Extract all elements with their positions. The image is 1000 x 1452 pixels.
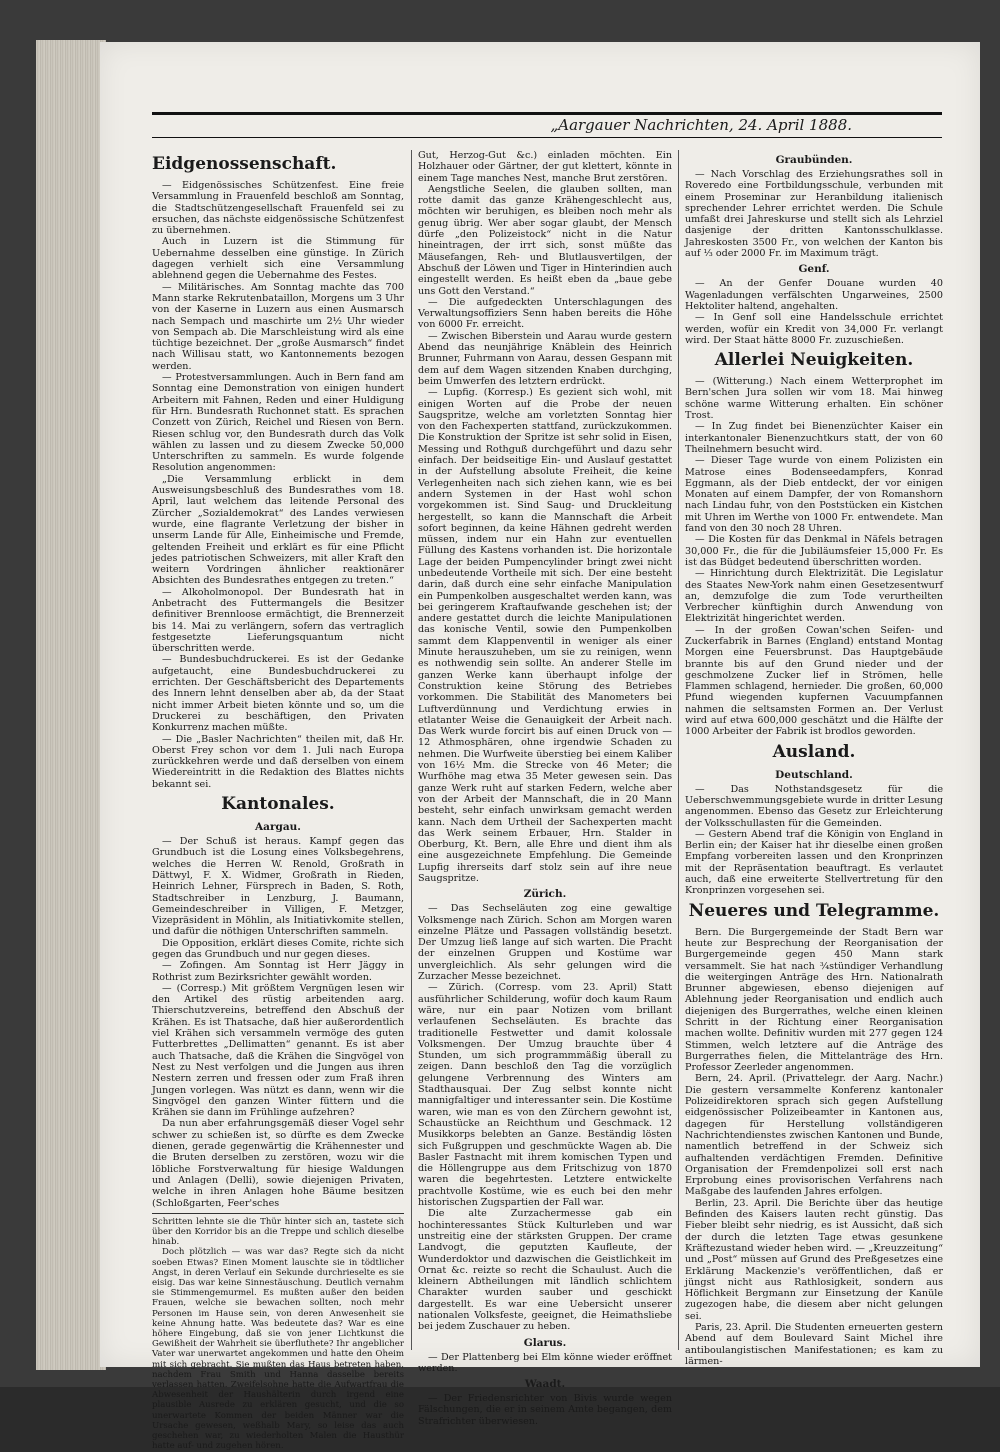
subheading-glarus: Glarus.: [523, 1336, 567, 1349]
article-paragraph: Bern. Die Burgergemeinde der Stadt Bern war heute zur Besprechung der Reorganisation der Burgergemeinde gegen 450 Mann stark versammelt. Sie hat nach ¾stündiger Verhandlung die weitergingen Anträge des Hrn. Nationalrath Brunner abgewiesen, ebenso diejenigen auf Ablehnung jeder Reorganisation und endlich auch diejenigen des Burgerrathes, welche einen kleinen Schritt in der Richtung einer Reorganisation machen wollte. Definitiv wurden mit 277 gegen 124 Stimmen, welch letztere auf die Anträge des Burgerrathes fielen, die Mittelanträge des Hrn. Professor Zeerleder angenommen.: [685, 926, 943, 1074]
article-paragraph: Paris, 23. April. Die Studenten erneuerten gestern Abend auf dem Boulevard Saint Michel ihre antiboulangistischen Manifestationen; es kam zu lärmen-: [685, 1322, 943, 1367]
column-2: [418, 150, 672, 1427]
article-paragraph: — Hinrichtung durch Elektrizität. Die Legislatur des Staates New-York nahm einen Gesetzesentwurf an, demzufolge die zum Tode verurtheilten Verbrecher künftighin durch Anwendung von Elektrizität hingerichtet werden.: [685, 568, 943, 625]
article-paragraph: — Der Friedensrichter von Bivis wurde wegen Fälschungen, die er in seinem Amte begangen, dem Strafrichter überwiesen.: [418, 1393, 672, 1427]
article-paragraph: — Zwischen Biberstein und Aarau wurde gestern Abend das neunjährige Knäblein des Heinrich Brunner, Fuhrmann von Aarau, dessen Gespann mit dem auf dem Wagen sitzenden Knaben durchging, beim Umwerfen des letztern erdrückt.: [418, 330, 672, 387]
article-paragraph: Die Opposition, erklärt dieses Comite, richte sich gegen das Grundbuch und nur gegen dieses.: [152, 937, 404, 960]
subheading-zuerich: Zürich.: [523, 888, 567, 901]
article-paragraph: „Die Versammlung erblickt in dem Ausweisungsbeschluß des Bundesrathes vom 18. April, laut welchem das leitende Personal des Zürcher „Sozialdemokrat“ des Landes verwiesen wurde, eine flagrante Verletzung der bisher in unserm Lande für Alle, Einheimische und Fremde, geltenden Freiheit und erklärt es für eine Pflicht jedes patriotischen Schweizers, mit aller Kraft den weitern Vordringen ähnlicher reaktionärer Absichten des Bundesrathes entgegen zu treten.“: [152, 473, 404, 587]
article-paragraph: Gut, Herzog-Gut &c.) einladen möchten. Ein Holzhauer oder Gärtner, der gut klettert, könnte in einem Tage manches Nest, manche Brut zerstören.: [418, 150, 672, 184]
subheading-graubuenden: Graubünden.: [775, 154, 853, 166]
article-paragraph: Berlin, 23. April. Die Berichte über das heutige Befinden des Kaisers lauten recht günstig. Das Fieber bleibt sehr niedrig, es ist Aussicht, daß sich der durch die letzten Tage etwas gesunkene Kräftezustand wieder heben wird. — „Kreuzzeitung“ und „Post“ müssen auf Grund des Preßgesetzes eine Erklärung Mackenzie's veröffentlichen, daß er jüngst nicht aus Rathlosigkeit, sondern aus Höflichkeit Bergmann zur Einsetzung der Kanüle zugezogen habe, die diesem aber nicht gelungen sei.: [685, 1197, 943, 1322]
article-paragraph: — Alkoholmonopol. Der Bundesrath hat in Anbetracht des Futtermangels die Besitzer definitiver Brennloose ermächtigt, die Brennerzeit bis 14. Mai zu verlängern, sofern das vertraglich festgesetzte Lieferungsquantum nicht überschritten werde.: [152, 586, 404, 655]
column-1: [152, 150, 404, 1452]
article-paragraph: — Nach Vorschlag des Erziehungsrathes soll in Roveredo eine Fortbildungsschule, verbunden mit einem Proseminar zur Heranbildung italienisch sprechender Lehrer errichtet werden. Die Schule umfaßt drei Jahreskurse und stellt sich als Lehrziel dasjenige der dritten Kantonsschulklasse. Jahreskosten 3500 Fr., von welchen der Kanton bis auf ⅓ oder 2000 Fr. im Maximum trägt.: [685, 169, 943, 260]
article-paragraph: Bern, 24. April. (Privattelegr. der Aarg. Nachr.) Die gestern versammelte Konferenz kantonaler Polizeidirektoren sprach sich gegen Aufstellung eidgenössischer Polizeibeamter in Kantonen aus, dagegen für Herstellung vollständigeren Nachrichtendienstes zwischen Kantonen und Bunde, namentlich betreffend in der Schweiz sich aufhaltenden verdächtigen Fremden. Definitive Organisation der Fremdenpolizei soll erst nach Erprobung eines provisorischen Verfahrens nach Maßgabe des laufenden Jahres erfolgen.: [685, 1073, 943, 1198]
article-paragraph: — Militärisches. Am Sonntag machte das 700 Mann starke Rekrutenbataillon, Morgens um 3 Uhr von der Kaserne in Luzern aus einen Ausmarsch nach Sempach und maschirte um 2½ Uhr wieder von Sempach ab. Die Marschleistung wird als eine tüchtige bezeichnet. Der „große Ausmarsch“ findet nach Willisau statt, wo Kantonnements bezogen werden.: [152, 281, 404, 372]
article-paragraph: — Eidgenössisches Schützenfest. Eine freie Versammlung in Frauenfeld beschloß am Sonntag, die Stadtschützengesellschaft Frauenfeld sei zu ersuchen, das nächste eidgenössische Schützenfest zu übernehmen.: [152, 180, 404, 237]
article-paragraph: — Die aufgedeckten Unterschlagungen des Verwaltungsoffiziers Senn haben bereits die Höhe von 6000 Fr. erreicht.: [418, 296, 672, 331]
column-3: [685, 150, 943, 1367]
article-paragraph: Auch in Luzern ist die Stimmung für Uebernahme desselben eine günstige. In Zürich dagegen verhielt sich eine Versammlung ablehnend gegen die Uebernahme des Festes.: [152, 236, 404, 282]
subheading-deutschland: Deutschland.: [775, 768, 853, 781]
article-paragraph: — (Corresp.) Mit größtem Vergnügen lesen wir den Artikel des rüstig arbeitenden aarg. Thierschutzvereins, betreffend den Abschuß der Krähen. Es ist Thatsache, daß hier außerordentlich viel Krähen sich versammeln vermöge des guten Futterbrettes „Dellimatten“ genannt. Es ist aber auch Thatsache, daß die Krähen die Singvögel von Nest zu Nest verfolgen und die Jungen aus ihren Nestern zerren und fressen oder zum Fraß ihren Jungen vorlegen. Was nützt es dann, wenn wir die Singvögel den ganzen Winter füttern und die Krähen sie dann im Frühlinge aufzehren?: [152, 982, 404, 1119]
article-paragraph: — Zofingen. Am Sonntag ist Herr Jäggy in Rothrist zum Bezirksrichter gewählt worden.: [152, 960, 404, 983]
feuilleton-paragraph: Schritten lehnte sie die Thür hinter sich an, tastete sich über den Korridor bis an die Treppe und schlich dieselbe hinab.: [152, 1216, 404, 1248]
article-paragraph: — Der Plattenberg bei Elm könne wieder eröffnet werden.: [418, 1351, 672, 1374]
article-paragraph: — Der Schuß ist heraus. Kampf gegen das Grundbuch ist die Losung eines Volksbegehrens, welches die Herren W. Renold, Großrath in Dättwyl, F. X. Widmer, Großrath in Rieden, Heinrich Lehner, Fürsprech in Baden, S. Roth, Stadtschreiber in Lenzburg, J. Baumann, Gemeindeschreiber in Villigen, F. Metzger, Vizepräsident in Möhlin, als Initiativkomite stellen, und dafür die nöthigen Unterschriften sammeln.: [152, 836, 404, 938]
article-paragraph: Die alte Zurzachermesse gab ein hochinteressantes Stück Kulturleben und war unstreitig eine der stärksten Gruppen. Der crame Landvogt, die geputzten Kaufleute, der Wunderdoktor und dazwischen die Geistlichkeit im Ornat &c. reizte so recht die Schaulust. Auch die kleinern Abtheilungen mit ländlich schlichtem Charakter wurden sauber und geschickt dargestellt. Es war eine Uebersicht unserer nationalen Volksfeste, geeignet, die Heimathsliebe bei jedem Zuschauer zu heben.: [418, 1208, 672, 1333]
article-paragraph: — An der Genfer Douane wurden 40 Wagenladungen verfälschten Ungarweines, 2500 Hektoliter haltend, angehalten.: [685, 278, 943, 312]
section-heading-ausland: Ausland.: [772, 741, 856, 762]
feuilleton-paragraph: Doch plötzlich — was war das? Regte sich da nicht soeben Etwas? Einen Moment lauschte sie in tödtlicher Angst, in deren Verlauf ein Sekunde durchrieselte es sie eisig. Das war keine Sinnestäuschung. Deutlich vernahm sie Stimmengemurmel. Es mußten außer den beiden Frauen, welche sie bewachen sollten, noch mehr Personen im Hause sein, von deren Anwesenheit sie keine Ahnung hatte. Was bedeutete das? War es eine höhere Eingebung, daß sie von jener Lichtkunst die Gewißheit der Wahrheit sie überfluthete? Ihr angeblicher Vater war unerwartet angekommen und hatte den Oheim mit sich gebracht. Sie mußten das Haus betreten haben, nachdem Frau Smith und Hanna dasselbe bereits verlassen hatten. Zweifelsohne hatte die Aufwartfrau die Abwesenheit der Haushälterin durch irgend eine plausible Ausrede zu erklären gesucht, und die so unerwartete Kommen der beiden Männer war die Ursache gewesen, weßhalb Mary, so leise das auch geschehen war, zu wiederholten Malen die Hausthür hatte auf- und zugehen hören.: [152, 1247, 404, 1452]
section-heading-kantonales: Kantonales.: [221, 794, 335, 815]
article-paragraph: Da nun aber erfahrungsgemäß dieser Vogel sehr schwer zu schießen ist, so dürfte es dem Zwecke dienen, gerade gegenwärtig die Krähennester und die Bruten derselben zu zerstören, wozu wir die löbliche Forstverwaltung für hiesige Waldungen und Anlagen (Delli), sowie diejenigen Privaten, welche in ihren Anlagen hohe Bäume besitzen (Schloßgarten, Feer'sches: [152, 1118, 404, 1209]
article-paragraph: — Dieser Tage wurde von einem Polizisten ein Matrose eines Bodenseedampfers, Konrad Eggmann, als der Dieb entdeckt, der vor einigen Monaten auf einem Dampfer, der von Romanshorn nach Lindau fuhr, von den Poststücken ein Kistchen mit Uhren im Werthe von 1000 Fr. entwendete. Man fand von den 30 noch 28 Uhren.: [685, 455, 943, 535]
article-paragraph: — Lupfig. (Korresp.) Es gezient sich wohl, mit einigen Worten auf die Probe der neuen Saugspritze, welche am vorletzten Sonntag hier von den Fachexperten stattfand, zurückzukommen. Die Konstruktion der Spritze ist sehr solid in Eisen, Messing und Rothguß durchgeführt und dazu sehr einfach. Der beidseitige Ein- und Auslauf gestattet in der Aufstellung absolute Freiheit, die keine Verlegenheiten nach sich ziehen kann, wie es bei andern Systemen in der Hast wohl schon vorgekommen ist. Sind Saug- und Druckleitung hergestellt, so kann die Mannschaft die Arbeit sofort beginnen, da keine Hähnen gedreht werden müssen, indem nur ein Hahn zur eventuellen Füllung des Kastens vorhanden ist. Die horizontale Lage der beiden Pumpencylinder bringt zwei nicht unbedeutende Vortheile mit sich. Der eine besteht darin, daß durch eine sehr einfache Manipulation ein Pumpenkolben ausgeschaltet werden kann, was bei geringerem Kraftaufwande geschehen ist; der andere gestattet durch die leichte Manipulationen das konische Ventil, sowie den Pumpenkolben sammt dem Klappenventil in weniger als einer Minute herauszuheben, um sie zu reinigen, wenn es nothwendig sein sollte. An anderer Stelle im ganzen Werke kann überhaupt infolge der Construktion keine Störung des Betriebes vorkommen. Die Stabilität des Manometers bei Luftverdünnung und Verdichtung erwies in etlatanter Weise die Genauigkeit der Arbeit nach. Das Werk wurde forcirt bis auf einen Druck von — 12 Athmosphären, ohne irgendwie Schaden zu nehmen. Die Wurfweite überstieg bei einem Kaliber von 16½ Mm. die Strecke von 46 Meter; die Wurfhöhe mag etwa 35 Meter gewesen sein. Das ganze Werk ruht auf starken Federn, welche aber von der Arbeit der Mannschaft, die in 20 Mann besteht, sehr einfach unwirksam gemacht werden kann. Nach dem Urtheil der Sachexperten macht das Werk seinem Erbauer, Hrn. Stalder in Oberburg, Kt. Bern, alle Ehre und dient ihm als eine ausgezeichnete Empfehlung. Die Gemeinde Lupfig ihrerseits darf stolz sein auf ihre neue Saugspritze.: [418, 387, 672, 884]
article-paragraph: — Die Kosten für das Denkmal in Näfels betragen 30,000 Fr., die für die Jubiläumsfeier 15,000 Fr. Es ist das Büdget bedeutend überschritten worden.: [685, 534, 943, 568]
section-heading-allerlei: Allerlei Neuigkeiten.: [714, 350, 914, 371]
section-heading-eidgenossenschaft: Eidgenossenschaft.: [152, 154, 337, 174]
subheading-aargau: Aargau.: [255, 821, 301, 834]
subheading-waadt: Waadt.: [524, 1378, 566, 1391]
column-rule-2: [678, 150, 679, 1350]
article-paragraph: — Zürich. (Corresp. vom 23. April) Statt ausführlicher Schilderung, wofür doch kaum Raum wäre, nur ein paar Notizen vom brillant verlaufenen Sechseläuten. Es brachte das traditionelle Festwetter und damit kolossale Volksmengen. Der Umzug brauchte über 4 Stunden, um sich programmmäßig überall zu zeigen. Dann beschloß den Tag die vorzüglich gelungene Verbrennung des Winters am Stadthausquai. Der Zug selbst konnte nicht mannigfaltiger und interessanter sein. Die Kostüme waren, wie man es von den Zürchern gewohnt ist, Schaustücke an Reichthum und Geschmack. 12 Musikkorps belebten an Ganze. Beständig lösten sich Fußgruppen und geschmückte Wagen ab. Die Basler Fastnacht mit ihrem komischen Typen und die Höllengruppe aus dem Fritschizug von 1870 waren die begehrtesten. Letztere entwickelte prachtvolle Kostüme, wie es euch bei den mehr historischen Zugspartien der Fall war.: [418, 982, 672, 1209]
article-paragraph: — Gestern Abend traf die Königin von England in Berlin ein; der Kaiser hat ihr dieselbe einen großen Empfang vorbereiten lassen und den Kronprinzen mit der Repräsentation beauftragt. Es verlautet auch, daß eine erweiterte Stellvertretung für den Kronprinzen vorgesehen sei.: [685, 828, 943, 897]
page-content: [100, 42, 980, 1452]
article-paragraph: — In Zug findet bei Bienenzüchter Kaiser ein interkantonaler Bienenzuchtkurs statt, der von 60 Theilnehmern besucht wird.: [685, 421, 943, 455]
column-rule-1: [411, 150, 412, 1350]
section-heading-neueres: Neueres und Telegramme.: [688, 900, 940, 921]
article-paragraph: — Die „Basler Nachrichten“ theilen mit, daß Hr. Oberst Frey schon vor dem 1. Juli nach Europa zurückkehren werde und daß derselben von einem Wiedereintritt in die Redaktion des Blattes nichts bekannt sei.: [152, 733, 404, 790]
feuilleton-divider: [152, 1213, 404, 1214]
article-paragraph: — (Witterung.) Nach einem Wetterprophet im Bern'schen Jura sollen wir vom 18. Mai hinweg schöne warme Witterung erhalten. Ein schöner Trost.: [685, 376, 943, 422]
masthead-title: „Aargauer Nachrichten, 24. April 1888.: [550, 116, 852, 134]
article-paragraph: — In der großen Cowan'schen Seifen- und Zuckerfabrik in Barnes (England) entstand Montag Morgen eine Feuersbrunst. Das Hauptgebäude brannte bis auf den Grund nieder und der geschmolzene Zucker lief in Strömen, helle Flammen schlagend, hernieder. Die großen, 60,000 Pfund wiegenden kupfernen Vacuumpfannen nahmen die seltsamsten Formen an. Der Verlust wird auf etwa 600,000 geschätzt und die Hälfte der 1000 Arbeiter der Fabrik ist brodlos geworden.: [685, 624, 943, 738]
article-paragraph: — Protestversammlungen. Auch in Bern fand am Sonntag eine Demonstration von einigen hundert Arbeitern mit Fahnen, Reden und einer Huldigung für Hrn. Bundesrath Ruchonnet statt. Es sprachen Conzett von Zürich, Reichel und Riesen von Bern. Riesen schlug vor, den Bundesrath durch das Volk wählen zu lassen und zu diesem Zwecke 50,000 Unterschriften zu sammeln. Es wurde folgende Resolution angenommen:: [152, 372, 404, 474]
article-paragraph: — Bundesbuchdruckerei. Es ist der Gedanke aufgetaucht, eine Bundesbuchdruckerei zu errichten. Der Geschäftsbericht des Departements des Innern lehnt denselben aber ab, da der Staat nicht immer Arbeit bieten könnte und so, um die Druckerei zu beschäftigen, den Privaten Konkurrenz machen müßte.: [152, 654, 404, 734]
article-paragraph: — In Genf soll eine Handelsschule errichtet werden, wofür ein Kredit von 34,000 Fr. verlangt wird. Der Staat hätte 8000 Fr. zuzuschießen.: [685, 312, 943, 346]
subheading-genf: Genf.: [798, 263, 830, 276]
article-paragraph: — Das Nothstandsgesetz für die Ueberschwemmungsgebiete wurde in dritter Lesung angenommen. Ebenso das Gesetz zur Erleichterung der Volksschullasten für die Gemeinden.: [685, 783, 943, 829]
article-paragraph: — Das Sechseläuten zog eine gewaltige Volksmenge nach Zürich. Schon am Morgen waren einzelne Plätze und Passagen vollständig besetzt. Der Umzug ließ lange auf sich warten. Die Pracht der einzelnen Gruppen und Kostüme war unvergleichlich. Als sehr gelungen wird die Zurzacher Messe bezeichnet.: [418, 903, 672, 983]
masthead: [152, 112, 942, 138]
book-page-edges: [36, 40, 106, 1370]
article-paragraph: Aengstliche Seelen, die glauben sollten, man rotte damit das ganze Krähengeschlecht aus, möchten wir beruhigen, es bleiben noch mehr als genug übrig. Wer aber sogar glaubt, der Mensch dürfe „den Polizeistock“ nicht in die Natur hineintragen, der irrt sich, sonst müßte das Mäusefangen, Reh- und Blutlausvertilgen, der Abschuß der Löwen und Tiger in Hinterindien auch eingestellt werden. Es heißt eben da „baue gebe uns Gott den Verstand.“: [418, 183, 672, 297]
